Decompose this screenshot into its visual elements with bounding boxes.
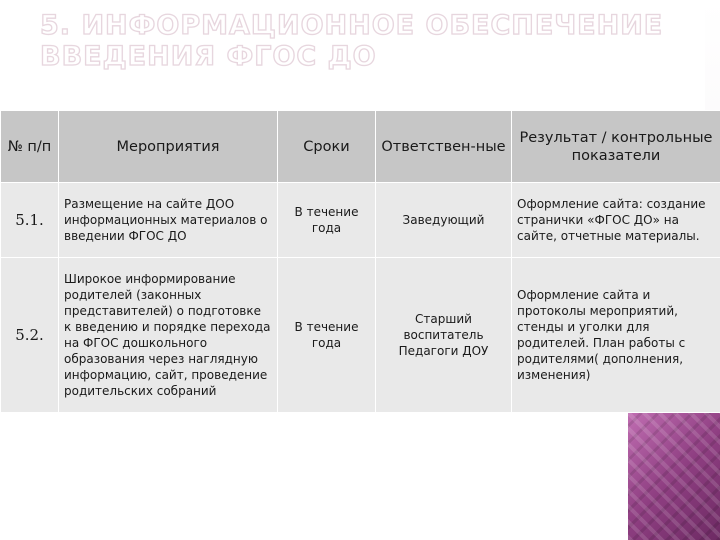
header-number: № п/п — [1, 111, 59, 183]
slide-title-line-2: ВВЕДЕНИЯ ФГОС ДО — [40, 41, 377, 72]
table-row — [1, 183, 720, 258]
header-terms: Сроки — [278, 111, 376, 183]
row-result: Оформление сайта и протоколы мероприятий, стенды и уголки для родителей. План работы с родителями( дополнения, изменения) — [512, 258, 720, 413]
header-responsible: Ответствен-ные — [376, 111, 512, 183]
row-responsible: Заведующий — [376, 183, 512, 258]
slide-title — [40, 10, 680, 72]
decorative-pattern-block — [628, 410, 720, 540]
row-terms: В течение года — [278, 258, 376, 413]
row-responsible: Старший воспитатель Педагоги ДОУ — [376, 258, 512, 413]
row-number: 5.1. — [1, 183, 59, 258]
row-event: Размещение на сайте ДОО информационных материалов о введении ФГОС ДО — [59, 183, 278, 258]
row-event: Широкое информирование родителей (законных представителей) о подготовке к введению и порядке перехода на ФГОС дошкольного образования через наглядную информацию, сайт, проведение родительских собраний — [59, 258, 278, 413]
slide-title-line-1: 5. ИНФОРМАЦИОННОЕ ОБЕСПЕЧЕНИЕ — [40, 10, 664, 41]
row-result: Оформление сайта: создание странички «ФГОС ДО» на сайте, отчетные материалы. — [512, 183, 720, 258]
table-header-row — [1, 111, 720, 183]
header-event: Мероприятия — [59, 111, 278, 183]
measures-table — [0, 110, 720, 413]
row-terms: В течение года — [278, 183, 376, 258]
table-row — [1, 258, 720, 413]
header-result: Результат / контрольные показатели — [512, 111, 720, 183]
row-number: 5.2. — [1, 258, 59, 413]
